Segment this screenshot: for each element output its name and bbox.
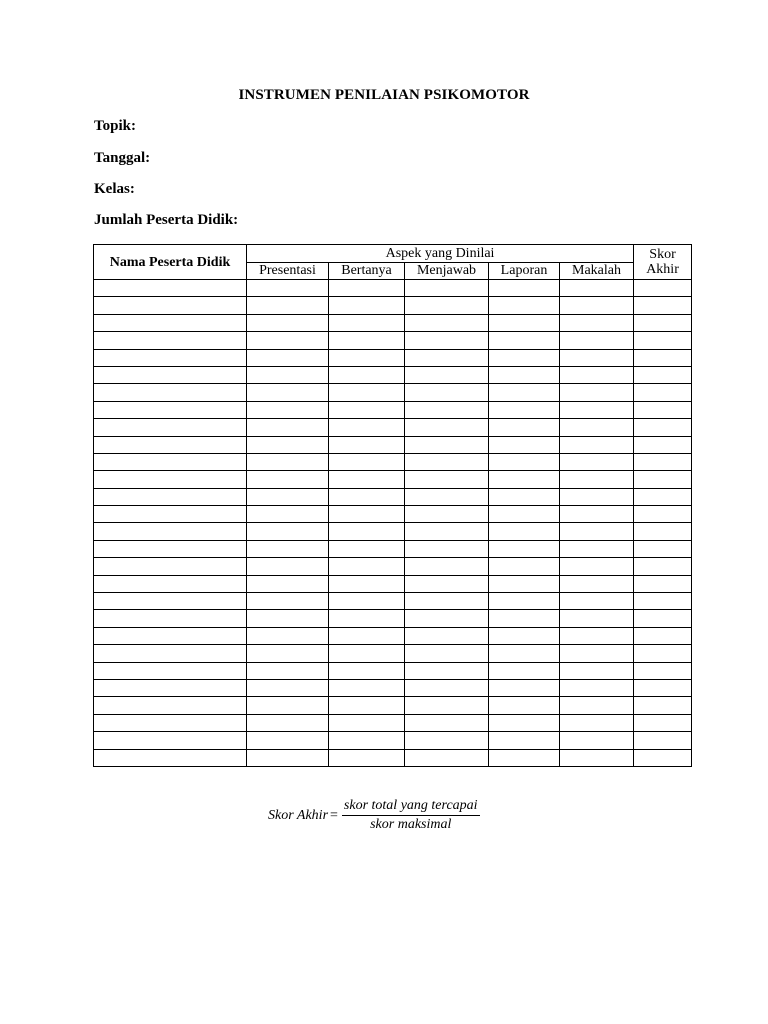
- table-row: [94, 297, 692, 314]
- assessment-table: [93, 244, 692, 767]
- table-cell: [560, 714, 634, 731]
- header-skor-akhir: [634, 245, 692, 280]
- table-cell: [329, 314, 405, 331]
- table-cell: [405, 558, 489, 575]
- table-cell: [247, 488, 329, 505]
- table-cell: [634, 593, 692, 610]
- table-row: [94, 436, 692, 453]
- table-cell: [329, 471, 405, 488]
- table-row: [94, 540, 692, 557]
- table-cell: [329, 384, 405, 401]
- table-cell: [560, 297, 634, 314]
- table-cell: [560, 627, 634, 644]
- table-cell: [634, 523, 692, 540]
- table-cell: [329, 593, 405, 610]
- table-cell: [560, 419, 634, 436]
- formula-lhs: Skor Akhir: [268, 807, 329, 823]
- table-cell: [247, 453, 329, 470]
- table-cell: [634, 540, 692, 557]
- table-row: [94, 662, 692, 679]
- table-cell: [405, 610, 489, 627]
- table-cell: [405, 662, 489, 679]
- field-jumlah-peserta: Jumlah Peserta Didik:: [94, 212, 239, 228]
- table-cell: [247, 471, 329, 488]
- table-cell: [247, 297, 329, 314]
- table-cell: [329, 732, 405, 749]
- header-akhir: Akhir: [646, 262, 679, 277]
- header-makalah: Makalah: [560, 262, 634, 280]
- table-cell: [489, 732, 560, 749]
- table-cell: [560, 679, 634, 696]
- table-cell: [560, 610, 634, 627]
- table-cell: [94, 314, 247, 331]
- table-cell: [94, 627, 247, 644]
- table-cell: [634, 314, 692, 331]
- table-cell: [405, 540, 489, 557]
- table-cell: [405, 645, 489, 662]
- table-cell: [489, 366, 560, 383]
- table-cell: [329, 419, 405, 436]
- table-cell: [94, 332, 247, 349]
- table-cell: [94, 645, 247, 662]
- table-cell: [329, 697, 405, 714]
- table-row: [94, 419, 692, 436]
- table-cell: [405, 280, 489, 297]
- table-cell: [329, 558, 405, 575]
- table-cell: [94, 401, 247, 418]
- table-cell: [329, 349, 405, 366]
- table-cell: [94, 679, 247, 696]
- table-cell: [247, 679, 329, 696]
- table-cell: [329, 436, 405, 453]
- table-cell: [405, 575, 489, 592]
- table-cell: [634, 297, 692, 314]
- table-cell: [329, 679, 405, 696]
- table-cell: [560, 366, 634, 383]
- table-cell: [405, 436, 489, 453]
- table-cell: [634, 401, 692, 418]
- formula-denominator: skor maksimal: [370, 817, 452, 832]
- table-row: [94, 732, 692, 749]
- table-cell: [247, 593, 329, 610]
- table-cell: [247, 523, 329, 540]
- table-cell: [247, 610, 329, 627]
- table-row: [94, 401, 692, 418]
- formula-numerator: skor total yang tercapai: [342, 798, 480, 816]
- table-cell: [94, 436, 247, 453]
- table-cell: [94, 714, 247, 731]
- table-cell: [489, 610, 560, 627]
- table-cell: [405, 749, 489, 766]
- table-row: [94, 314, 692, 331]
- header-presentasi: Presentasi: [247, 262, 329, 280]
- table-cell: [329, 401, 405, 418]
- table-cell: [634, 384, 692, 401]
- table-cell: [560, 453, 634, 470]
- table-row: [94, 280, 692, 297]
- table-cell: [94, 610, 247, 627]
- table-cell: [247, 401, 329, 418]
- table-cell: [489, 679, 560, 696]
- table-cell: [489, 297, 560, 314]
- table-cell: [405, 488, 489, 505]
- table-cell: [405, 297, 489, 314]
- table-row: [94, 384, 692, 401]
- table-cell: [405, 506, 489, 523]
- table-cell: [489, 506, 560, 523]
- table-cell: [247, 732, 329, 749]
- table-cell: [247, 366, 329, 383]
- table-cell: [329, 662, 405, 679]
- table-row: [94, 471, 692, 488]
- table-cell: [489, 401, 560, 418]
- table-cell: [94, 558, 247, 575]
- field-kelas: Kelas:: [94, 181, 135, 197]
- table-cell: [489, 575, 560, 592]
- table-row: [94, 610, 692, 627]
- table-cell: [560, 593, 634, 610]
- table-row: [94, 506, 692, 523]
- table-body: [94, 280, 692, 767]
- table-cell: [405, 732, 489, 749]
- table-row: [94, 575, 692, 592]
- table-cell: [489, 558, 560, 575]
- table-cell: [560, 662, 634, 679]
- table-cell: [489, 349, 560, 366]
- table-cell: [489, 419, 560, 436]
- table-cell: [634, 679, 692, 696]
- table-cell: [560, 645, 634, 662]
- table-cell: [489, 314, 560, 331]
- table-row: [94, 749, 692, 766]
- table-cell: [94, 280, 247, 297]
- table-cell: [560, 488, 634, 505]
- table-cell: [560, 436, 634, 453]
- table-cell: [329, 540, 405, 557]
- table-cell: [634, 714, 692, 731]
- table-cell: [634, 732, 692, 749]
- table-cell: [405, 349, 489, 366]
- table-cell: [329, 523, 405, 540]
- table-cell: [405, 401, 489, 418]
- table-cell: [247, 384, 329, 401]
- table-cell: [247, 697, 329, 714]
- score-formula: [268, 798, 480, 833]
- table-row: [94, 453, 692, 470]
- table-cell: [405, 384, 489, 401]
- table-cell: [634, 627, 692, 644]
- table-cell: [634, 453, 692, 470]
- header-bertanya: Bertanya: [329, 262, 405, 280]
- table-cell: [94, 366, 247, 383]
- table-cell: [489, 523, 560, 540]
- table-row: [94, 558, 692, 575]
- table-cell: [94, 384, 247, 401]
- table-cell: [94, 593, 247, 610]
- table-row: [94, 523, 692, 540]
- table-cell: [94, 506, 247, 523]
- table-cell: [94, 749, 247, 766]
- table-cell: [560, 732, 634, 749]
- formula-fraction: [342, 798, 480, 833]
- table-cell: [560, 575, 634, 592]
- table-cell: [489, 280, 560, 297]
- table-cell: [634, 697, 692, 714]
- table-cell: [489, 697, 560, 714]
- table-cell: [560, 697, 634, 714]
- header-menjawab: Menjawab: [405, 262, 489, 280]
- table-cell: [247, 627, 329, 644]
- table-cell: [247, 714, 329, 731]
- table-cell: [247, 662, 329, 679]
- table-cell: [94, 419, 247, 436]
- field-tanggal: Tanggal:: [94, 150, 151, 166]
- table-row: [94, 593, 692, 610]
- table-cell: [94, 349, 247, 366]
- table-cell: [329, 714, 405, 731]
- table-cell: [329, 627, 405, 644]
- table-cell: [489, 540, 560, 557]
- table-cell: [560, 749, 634, 766]
- table-cell: [560, 314, 634, 331]
- table-cell: [634, 436, 692, 453]
- table-cell: [489, 593, 560, 610]
- table-cell: [634, 610, 692, 627]
- table-cell: [329, 575, 405, 592]
- table-cell: [634, 749, 692, 766]
- table-cell: [94, 540, 247, 557]
- table-cell: [94, 471, 247, 488]
- table-row: [94, 697, 692, 714]
- table-cell: [489, 384, 560, 401]
- table-cell: [560, 506, 634, 523]
- table-cell: [247, 749, 329, 766]
- table-cell: [329, 453, 405, 470]
- table-cell: [634, 506, 692, 523]
- table-cell: [560, 523, 634, 540]
- table-cell: [329, 488, 405, 505]
- table-cell: [634, 645, 692, 662]
- table-cell: [560, 401, 634, 418]
- table-cell: [560, 471, 634, 488]
- table-cell: [405, 714, 489, 731]
- table-cell: [405, 471, 489, 488]
- table-cell: [329, 749, 405, 766]
- table-cell: [489, 436, 560, 453]
- table-cell: [405, 366, 489, 383]
- table-row: [94, 366, 692, 383]
- table-cell: [247, 575, 329, 592]
- table-cell: [247, 540, 329, 557]
- table-cell: [634, 471, 692, 488]
- table-cell: [634, 575, 692, 592]
- table-cell: [94, 575, 247, 592]
- table-cell: [329, 506, 405, 523]
- table-cell: [405, 679, 489, 696]
- table-row: [94, 332, 692, 349]
- table-cell: [489, 714, 560, 731]
- table-cell: [560, 384, 634, 401]
- table-cell: [489, 453, 560, 470]
- table-cell: [329, 332, 405, 349]
- table-cell: [247, 349, 329, 366]
- header-nama-peserta: Nama Peserta Didik: [94, 245, 247, 280]
- table-cell: [94, 732, 247, 749]
- table-cell: [405, 332, 489, 349]
- table-cell: [489, 471, 560, 488]
- table-cell: [560, 540, 634, 557]
- table-row: [94, 349, 692, 366]
- header-skor: Skor: [649, 247, 676, 262]
- table-cell: [560, 280, 634, 297]
- table-cell: [405, 453, 489, 470]
- table-cell: [247, 314, 329, 331]
- table-cell: [634, 349, 692, 366]
- table-cell: [94, 297, 247, 314]
- table-cell: [634, 662, 692, 679]
- table-cell: [489, 749, 560, 766]
- field-topik: Topik:: [94, 118, 136, 134]
- table-cell: [489, 662, 560, 679]
- header-aspek: Aspek yang Dinilai: [247, 245, 634, 263]
- formula-equals: =: [330, 807, 338, 823]
- table-cell: [247, 558, 329, 575]
- table-cell: [94, 523, 247, 540]
- table-cell: [489, 645, 560, 662]
- table-cell: [560, 332, 634, 349]
- table-cell: [94, 453, 247, 470]
- table-cell: [634, 558, 692, 575]
- table-cell: [94, 697, 247, 714]
- table-cell: [329, 280, 405, 297]
- table-cell: [247, 280, 329, 297]
- table-cell: [489, 332, 560, 349]
- page-title: INSTRUMEN PENILAIAN PSIKOMOTOR: [238, 87, 530, 103]
- table-cell: [94, 662, 247, 679]
- table-cell: [329, 645, 405, 662]
- table-cell: [405, 697, 489, 714]
- table-row: [94, 645, 692, 662]
- table-cell: [489, 488, 560, 505]
- table-row: [94, 679, 692, 696]
- table-cell: [329, 297, 405, 314]
- table-cell: [634, 332, 692, 349]
- table-cell: [560, 558, 634, 575]
- table-row: [94, 627, 692, 644]
- table-cell: [247, 332, 329, 349]
- table-cell: [405, 627, 489, 644]
- table-cell: [247, 419, 329, 436]
- table-row: [94, 488, 692, 505]
- table-cell: [489, 627, 560, 644]
- table-cell: [405, 419, 489, 436]
- table-cell: [405, 593, 489, 610]
- table-cell: [405, 314, 489, 331]
- table-cell: [634, 419, 692, 436]
- table-cell: [94, 488, 247, 505]
- table-cell: [634, 488, 692, 505]
- table-cell: [247, 436, 329, 453]
- table-cell: [329, 610, 405, 627]
- header-laporan: Laporan: [489, 262, 560, 280]
- table-cell: [247, 645, 329, 662]
- table-cell: [329, 366, 405, 383]
- table-cell: [560, 349, 634, 366]
- table-cell: [634, 280, 692, 297]
- table-cell: [634, 366, 692, 383]
- table-cell: [247, 506, 329, 523]
- table-row: [94, 714, 692, 731]
- table-cell: [405, 523, 489, 540]
